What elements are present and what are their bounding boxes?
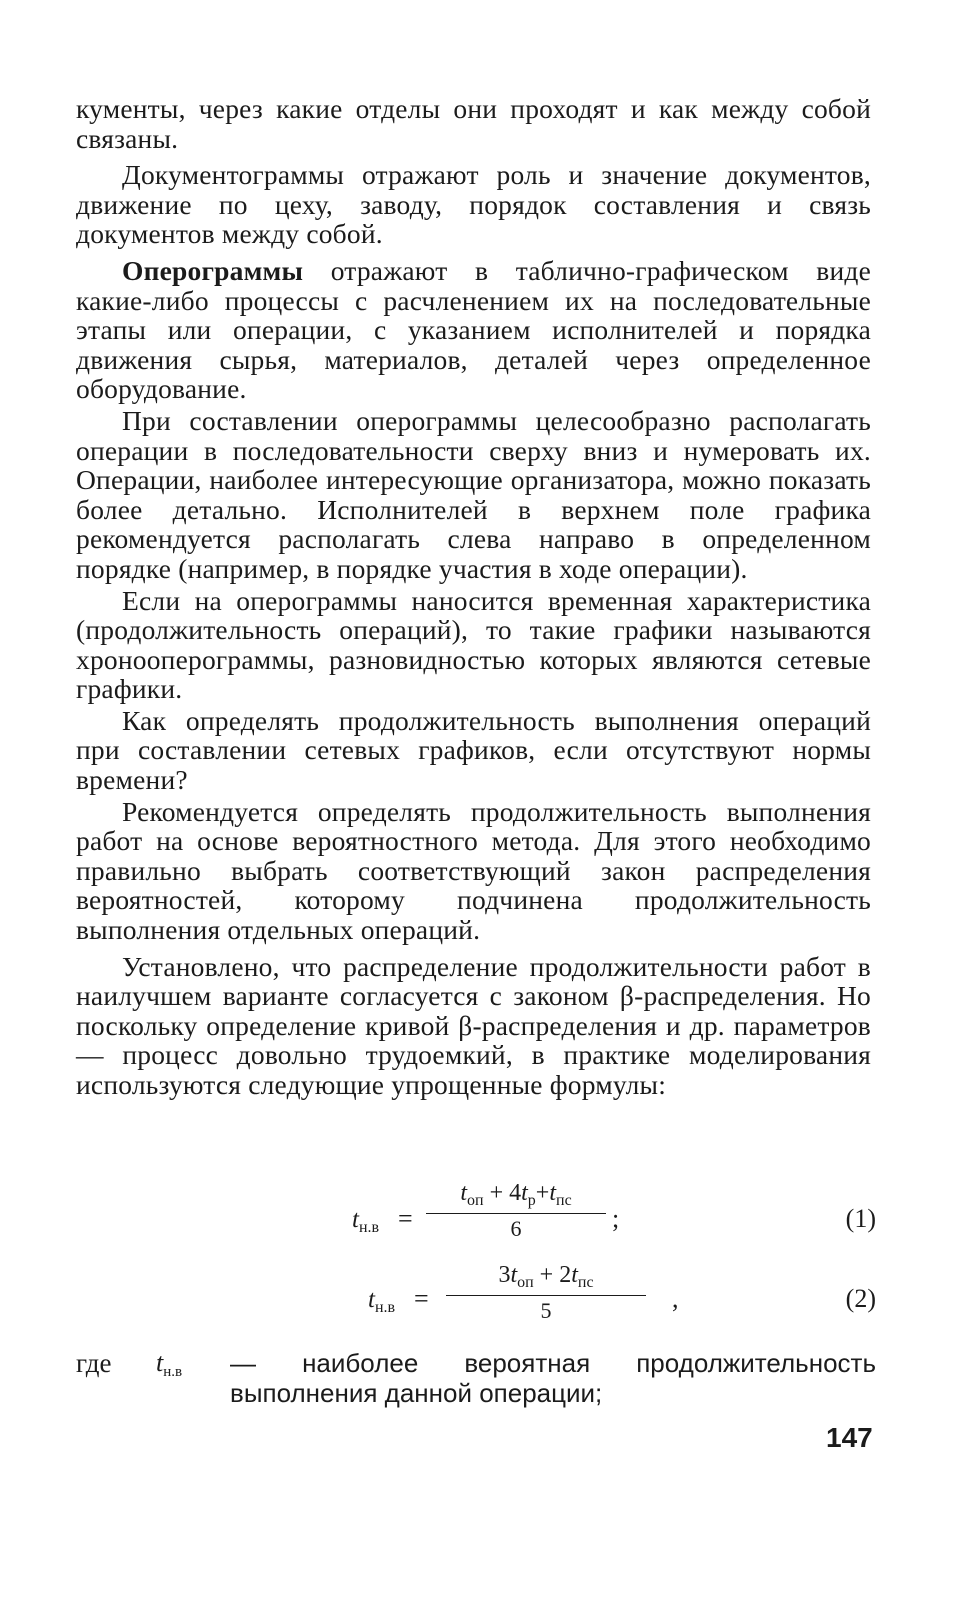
formula-1-bar: [426, 1213, 606, 1214]
formula-1-equals: =: [398, 1204, 413, 1233]
formula-2-lhs: $t_{н.в}$: [368, 1286, 396, 1316]
formula-1-punct: ;: [612, 1204, 620, 1233]
formula-2-fraction: [446, 1262, 646, 1324]
formula-2-bar: [446, 1295, 646, 1296]
formula-1-denominator: 6: [510, 1216, 522, 1241]
formula-2: [76, 1262, 876, 1334]
formula-2-punct: ,: [672, 1284, 679, 1313]
paragraph-chrono: Если на оперограммы наносится временная характеристика (продолжительность операций), то такие графики называются хронооперограммы, разновидностью которых являются сетевые графики.: [76, 584, 871, 705]
where-definition: — наиболее вероятная продолжительность выполнения данной операции;: [230, 1348, 876, 1408]
formula-1-lhs: $t_{н.в}$: [352, 1206, 380, 1236]
where-symbol: $t_{н.в}$: [156, 1348, 183, 1380]
paragraph-continuation: кументы, через какие отделы они проходят и как между собой связаны.: [76, 93, 871, 154]
term-operograms: Оперограммы: [122, 254, 304, 286]
formula-2-number: (2): [845, 1284, 876, 1313]
paragraph-operograms: [76, 256, 871, 404]
paragraph-operograms-text: отражают в таблично-графическом виде какие-либо процессы с расчленением их на последовательные этапы или операции, с указанием исполнителей и порядка движения сырья, материалов, деталей через определенное оборудование.: [76, 254, 871, 405]
paragraph-composing: При составлении оперограммы целесообразно располагать операции в последовательности сверху вниз и нумеровать их. Операции, наиболее интересующие организатора, можно показать более детально. Исполнителей в верхнем поле графика рекомендуется располагать слева направо в определенном порядке (например, в порядке участия в ходе операции).: [76, 404, 871, 584]
formula-2-equals: =: [414, 1284, 429, 1313]
paragraph-beta: Установлено, что распределение продолжительности работ в наилучшем варианте согласуется с законом β-распределения. Но поскольку определение кривой β-распределения и др. параметров — процесс довольно трудоемкий, в практике моделирования используются следующие упрощенные формулы:: [76, 950, 871, 1100]
paragraph-question: Как определять продолжительность выполнения операций при составлении сетевых графиков, если отсутствуют нормы времени?: [76, 704, 871, 796]
page-number: 147: [826, 1422, 873, 1453]
where-word: где: [76, 1348, 112, 1378]
formula-2-denominator: 5: [540, 1298, 552, 1323]
formula-2-numerator: $3t_{оп} + 2t_{пс}$: [498, 1262, 594, 1291]
formula-1-fraction: [426, 1180, 606, 1242]
formula-1-number: (1): [845, 1204, 876, 1233]
formula-1-numerator: $t_{оп} + 4t_р+t_{пс}$: [460, 1180, 572, 1209]
formula-1: [76, 1180, 876, 1252]
paragraph-probabilistic: Рекомендуется определять продолжительность выполнения работ на основе вероятностного метода. Для этого необходимо правильно выбрать соответствующий закон распределения вероятностей, которому подчинена продолжительность выполнения отдельных операций.: [76, 795, 871, 946]
body-text: [76, 94, 871, 1100]
paragraph-documentograms: Документограммы отражают роль и значение документов, движение по цеху, заводу, порядок составления и связь документов между собой.: [76, 159, 871, 250]
